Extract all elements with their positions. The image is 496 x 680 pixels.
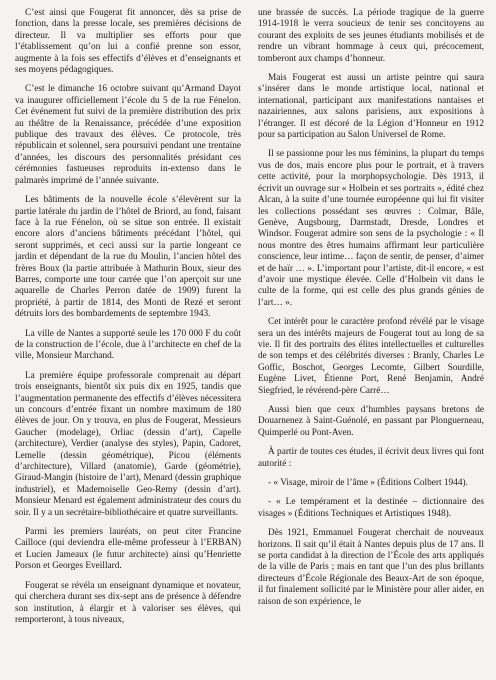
paragraph: une brassée de succès. La période tragique de la guerre 1914-1918 le verra soucieux de tenir ses concitoyens au courant des exploits de ses jeunes étudiants mobilisés et de rendre un vibrant hommage à ceux qui, précocement, tomberont aux champs d’honneur. <box>258 8 484 64</box>
paragraph: Cet intérêt pour le caractère profond révélé par le visage sera un des intérêts majeurs de Fougerat tout au long de sa vie. Il fit des portraits des élites intellectuelles et culturelles de son temps et des célébrités diverses : Branly, Charles Le Goffic, Boschot, Georges Lecomte, Gilbert Sourdille, Eugène Livet, Étienne Port, René Benjamin, André Siegfried, le révérend-père Carré… <box>258 317 484 396</box>
paragraph: C’est le dimanche 16 octobre suivant qu’Armand Dayot va inaugurer officiellement l’école du 5 de la rue Fénelon. Cet événement fut suivi de la première distribution des prix au théâtre de la Renaissance, précédée d’une exposition publique des travaux des élèves. Ce protocole, très républicain et solennel, sera poursuivi pendant une trentaine d’années, les discours des personnalités présidant ces cérémonies fastueuses reproduits in-extenso dans le palmarès imprimé de l’année suivante. <box>15 84 241 186</box>
paragraph: Dès 1921, Emmanuel Fougerat cherchait de nouveaux horizons. Il sait qu’il était à Nantes depuis plus de 17 ans. Il se porta candidat à la direction de l’École des arts appliqués de la ville de Paris ; mais en tant que l’un des plus brillants directeurs d’École Régionale des Beaux-Art de son époque, il fut finalement sollicité par le Ministère pour aller aider, en raison de son expérience, le <box>258 528 484 607</box>
left-column <box>15 8 241 680</box>
paragraph: La ville de Nantes a supporté seule les 170 000 F du coût de la construction de l’école, due à l’architecte en chef de la ville, Monsieur Marchand. <box>15 328 241 362</box>
paragraph: Fougerat se révéla un enseignant dynamique et novateur, qui cherchera durant ses dix-sept ans de présence à défendre son institution, à élargir et à valoriser ses élèves, qui remporteront, à tous niveaux, <box>15 580 241 625</box>
paragraph: Aussi bien que ceux d’humbles paysans bretons de Douarnenez à Saint-Guénolé, en passant par Plonguerneau, Quimperlé ou Pont-Aven. <box>258 405 484 438</box>
paragraph: C’est ainsi que Fougerat fit annoncer, dès sa prise de fonction, dans la presse locale, ses premières décisions de directeur. Il va multiplier ses efforts pour que l’établissement qu’on lui a confié prenne son essor, augmente à la fois ses effectifs d’élèves et d’enseignants et ses moyens pédagogiques. <box>15 8 241 76</box>
paragraph: Mais Fougerat est aussi un artiste peintre qui saura s’insérer dans le monde artistique local, national et international, participant aux manifestations nantaises et nazairiennes, aux salons parisiens, aux expositions à l’étranger. Il est décoré de la Légion d’Honneur en 1912 pour sa participation au Salon Universel de Rome. <box>258 73 484 141</box>
paragraph: Parmi les premiers lauréats, on peut citer Francine Cailloce (qui deviendra elle-même professeur à l’ERBAN) et Lucien Jameaux (le futur architecte) ainsi qu’Henriette Porson et Georges Eveillard. <box>15 527 241 572</box>
paragraph: - « Le tempérament et la destinée – dictionnaire des visages » (Éditions Techniques et Artistiques 1948). <box>258 497 484 519</box>
text-columns <box>15 8 484 680</box>
paragraph: La première équipe professorale comprenait au départ trois enseignants, bientôt six puis dix en 1925, tandis que l’augmentation permanente des effectifs d’élèves nécessitera un concours d’entrée fixant un nombre maximum de 180 élèves de jour. On y trouva, en plus de Fougerat, Messieurs Gaucher (modelage), Orliac (dessin d’art), Capelle (architecture), Verdier (analyse des styles), Papin, Cadoret, Lemelle (dessin géométrique), Picou (éléments d’architecture), Villard (anatomie), Garde (géométrie), Giraud-Mangin (histoire de l’art), Menard (dessin graphique industriel), et Mademoiselle Geo-Remy (dessin d’art). Monsieur Menard est également administrateur des cours du soir. Il y a un secrétaire-bibliothécaire et quatre surveillants. <box>15 370 241 518</box>
paragraph: À partir de toutes ces études, il écrivit deux livres qui font autorité : <box>258 447 484 469</box>
paragraph: Il se passionne pour les nus féminins, la plupart du temps vus de dos, mais encore plus pour le portrait, et à travers cette activité, pour la morphopsychologie. Dès 1913, il écrivit un ouvrage sur « Holbein et ses portraits », édité chez Alcan, à la suite d’une tournée européenne qui lui fit visiter les collections possédant ses œuvres : Colmar, Bâle, Genève, Augsbourg, Darmstadt, Dresde, Londres et Windsor. Fougerat admire son sens de la psychologie : « Il nous montre des êtres humains affirmant leur particulière conscience, leur intime… façon de sentir, de penser, d’aimer et de haïr … ». L’important pour l’artiste, dit-il encore, « est d’avoir une mystique élevée. Celle d’Holbein vit dans le culte de la forme, qui est celle des plus grands génies de l’art… ». <box>258 149 484 308</box>
right-column <box>258 8 484 680</box>
paragraph: - « Visage, miroir de l’âme » (Éditions Colbert 1944). <box>268 478 468 489</box>
paragraph: Les bâtiments de la nouvelle école s’élevèrent sur la partie latérale du jardin de l’hôtel de Briord, au fond, faisant face à la rue Fénelon, où se situe son entrée. Il existait encore alors d’anciens bâtiments précédant l’hôtel, qui seront supprimés, et ceci aussi sur la partie longeant ce jardin et dépendant de la rue du Moulin, l’ancien hôtel des frères Boux (la partie attribuée à Mathurin Boux, sieur des Barres, comporte une tour carrée que l’on aperçoit sur une aquarelle de Charles Perron datée de 1909) furent la propriété, à partir de 1814, des Monti de Rezé et seront détruits lors des bombardements de septembre 1943. <box>15 195 241 320</box>
